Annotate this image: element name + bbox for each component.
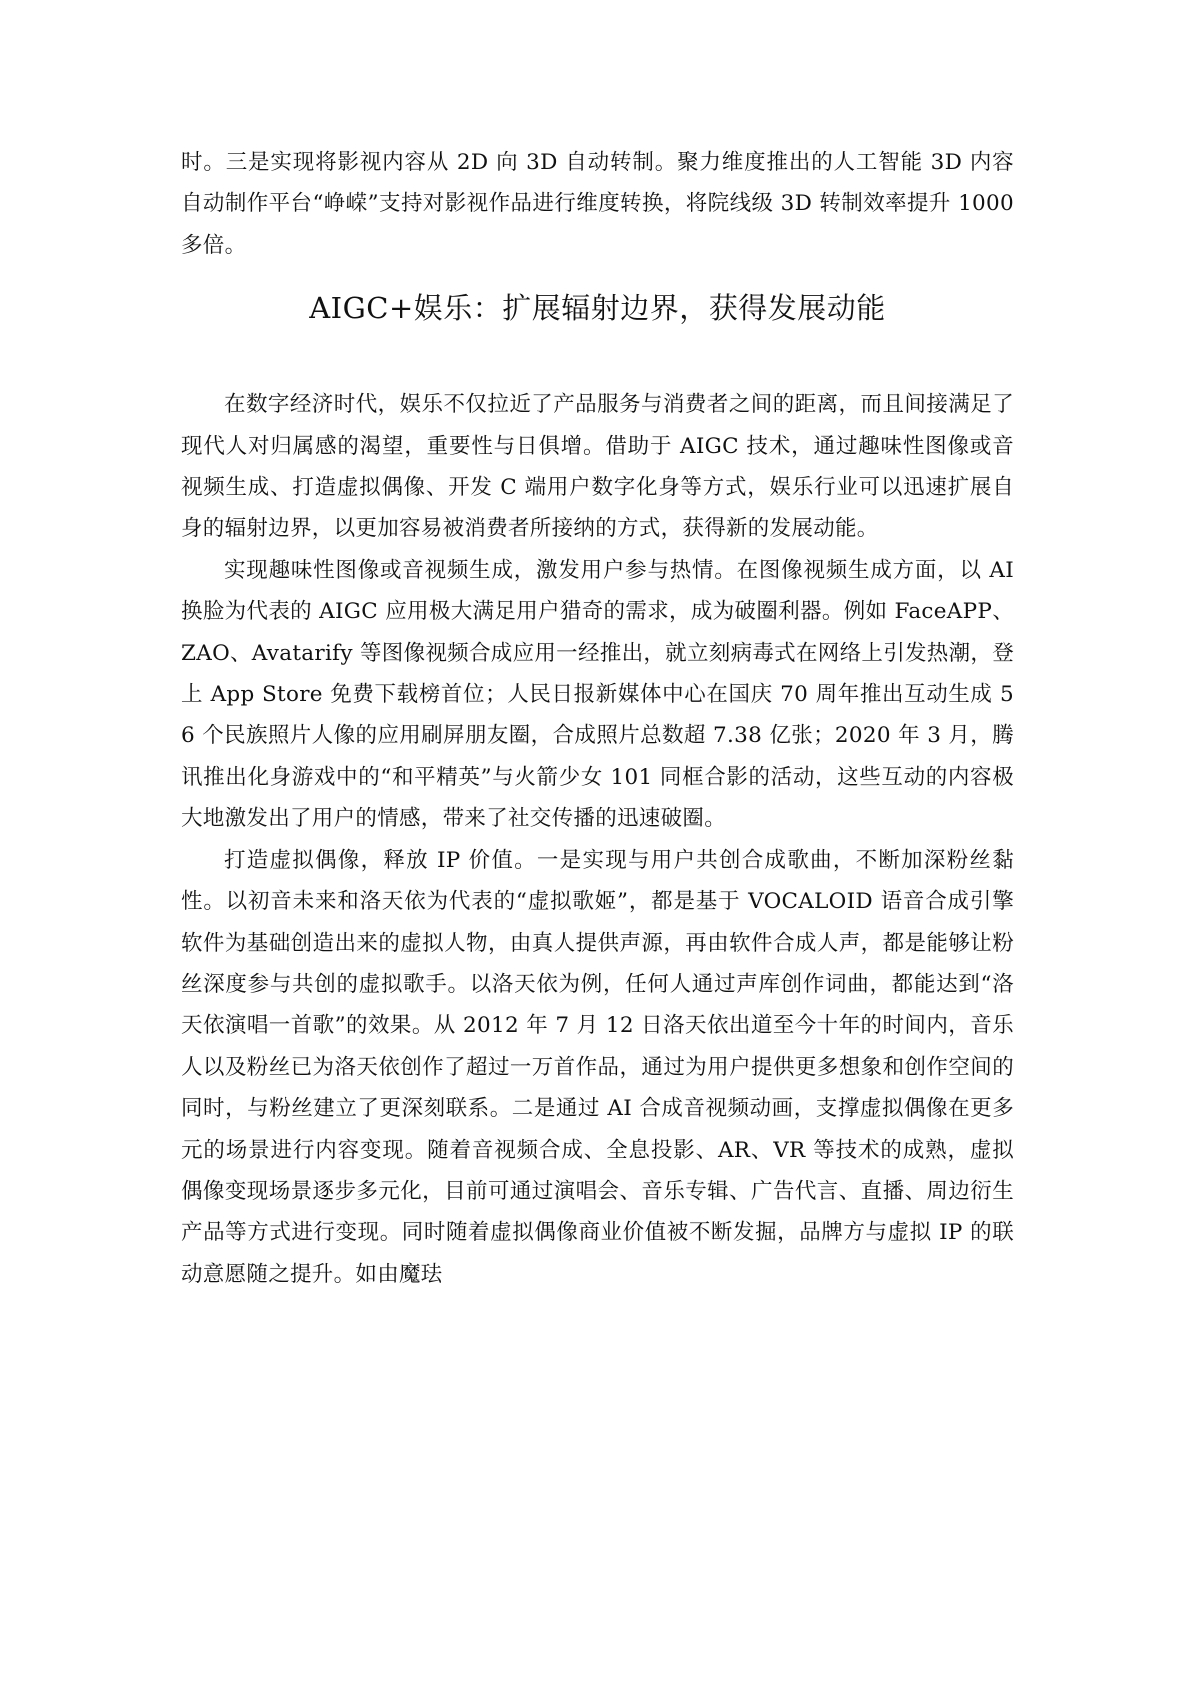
paragraph-virtual-idol: 打造虚拟偶像，释放 IP 价值。一是实现与用户共创合成歌曲，不断加深粉丝黏性。以初音未来和洛天依为代表的“虚拟歌姬”，都是基于 VOCALOID 语音合成引擎软件为基础创造出来的虚拟人物，由真人提供声源，再由软件合成人声，都是能够让粉丝深度参与共创的虚拟歌手。以洛天依为例，任何人通过声库创作词曲，都能达到“洛天依演唱一首歌”的效果。从 2012 年 7 月 12 日洛天依出道至今十年的时间内，音乐人以及粉丝已为洛天依创作了超过一万首作品，通过为用户提供更多想象和创作空间的同时，与粉丝建立了更深刻联系。二是通过 AI 合成音视频动画，支撑虚拟偶像在更多元的场景进行内容变现。随着音视频合成、全息投影、AR、VR 等技术的成熟，虚拟偶像变现场景逐步多元化，目前可通过演唱会、音乐专辑、广告代言、直播、周边衍生产品等方式进行变现。同时随着虚拟偶像商业价值被不断发掘，品牌方与虚拟 IP 的联动意愿随之提升。如由魔珐 — [181, 847, 1014, 1287]
paragraph-digital-economy: 在数字经济时代，娱乐不仅拉近了产品服务与消费者之间的距离，而且间接满足了现代人对归属感的渴望，重要性与日俱增。借助于 AIGC 技术，通过趣味性图像或音视频生成、打造虚拟偶像、开发 C 端用户数字化身等方式，娱乐行业可以迅速扩展自身的辐射边界，以更加容易被消费者所接纳的方式，获得新的发展动能。 — [181, 392, 1014, 542]
section-heading: AIGC+娱乐：扩展辐射边界，获得发展动能 — [309, 291, 886, 326]
paragraph-fun-generation: 实现趣味性图像或音视频生成，激发用户参与热情。在图像视频生成方面，以 AI 换脸为代表的 AIGC 应用极大满足用户猎奇的需求，成为破圈利器。例如 FaceAPP、ZAO、Avatarify 等图像视频合成应用一经推出，就立刻病毒式在网络上引发热潮，登上 App Store 免费下载榜首位；人民日报新媒体中心在国庆 70 周年推出互动生成 56 个民族照片人像的应用刷屏朋友圈，合成照片总数超 7.38 亿张；2020 年 3 月，腾讯推出化身游戏中的“和平精英”与火箭少女 101 同框合影的活动，这些互动的内容极大地激发出了用户的情感，带来了社交传播的迅速破圈。 — [181, 557, 1014, 832]
page-content — [181, 142, 1014, 1295]
intro-paragraph: 时。三是实现将影视内容从 2D 向 3D 自动转制。聚力维度推出的人工智能 3D 内容自动制作平台“峥嵘”支持对影视作品进行维度转换，将院线级 3D 转制效率提升 1000 多倍。 — [181, 150, 1014, 258]
